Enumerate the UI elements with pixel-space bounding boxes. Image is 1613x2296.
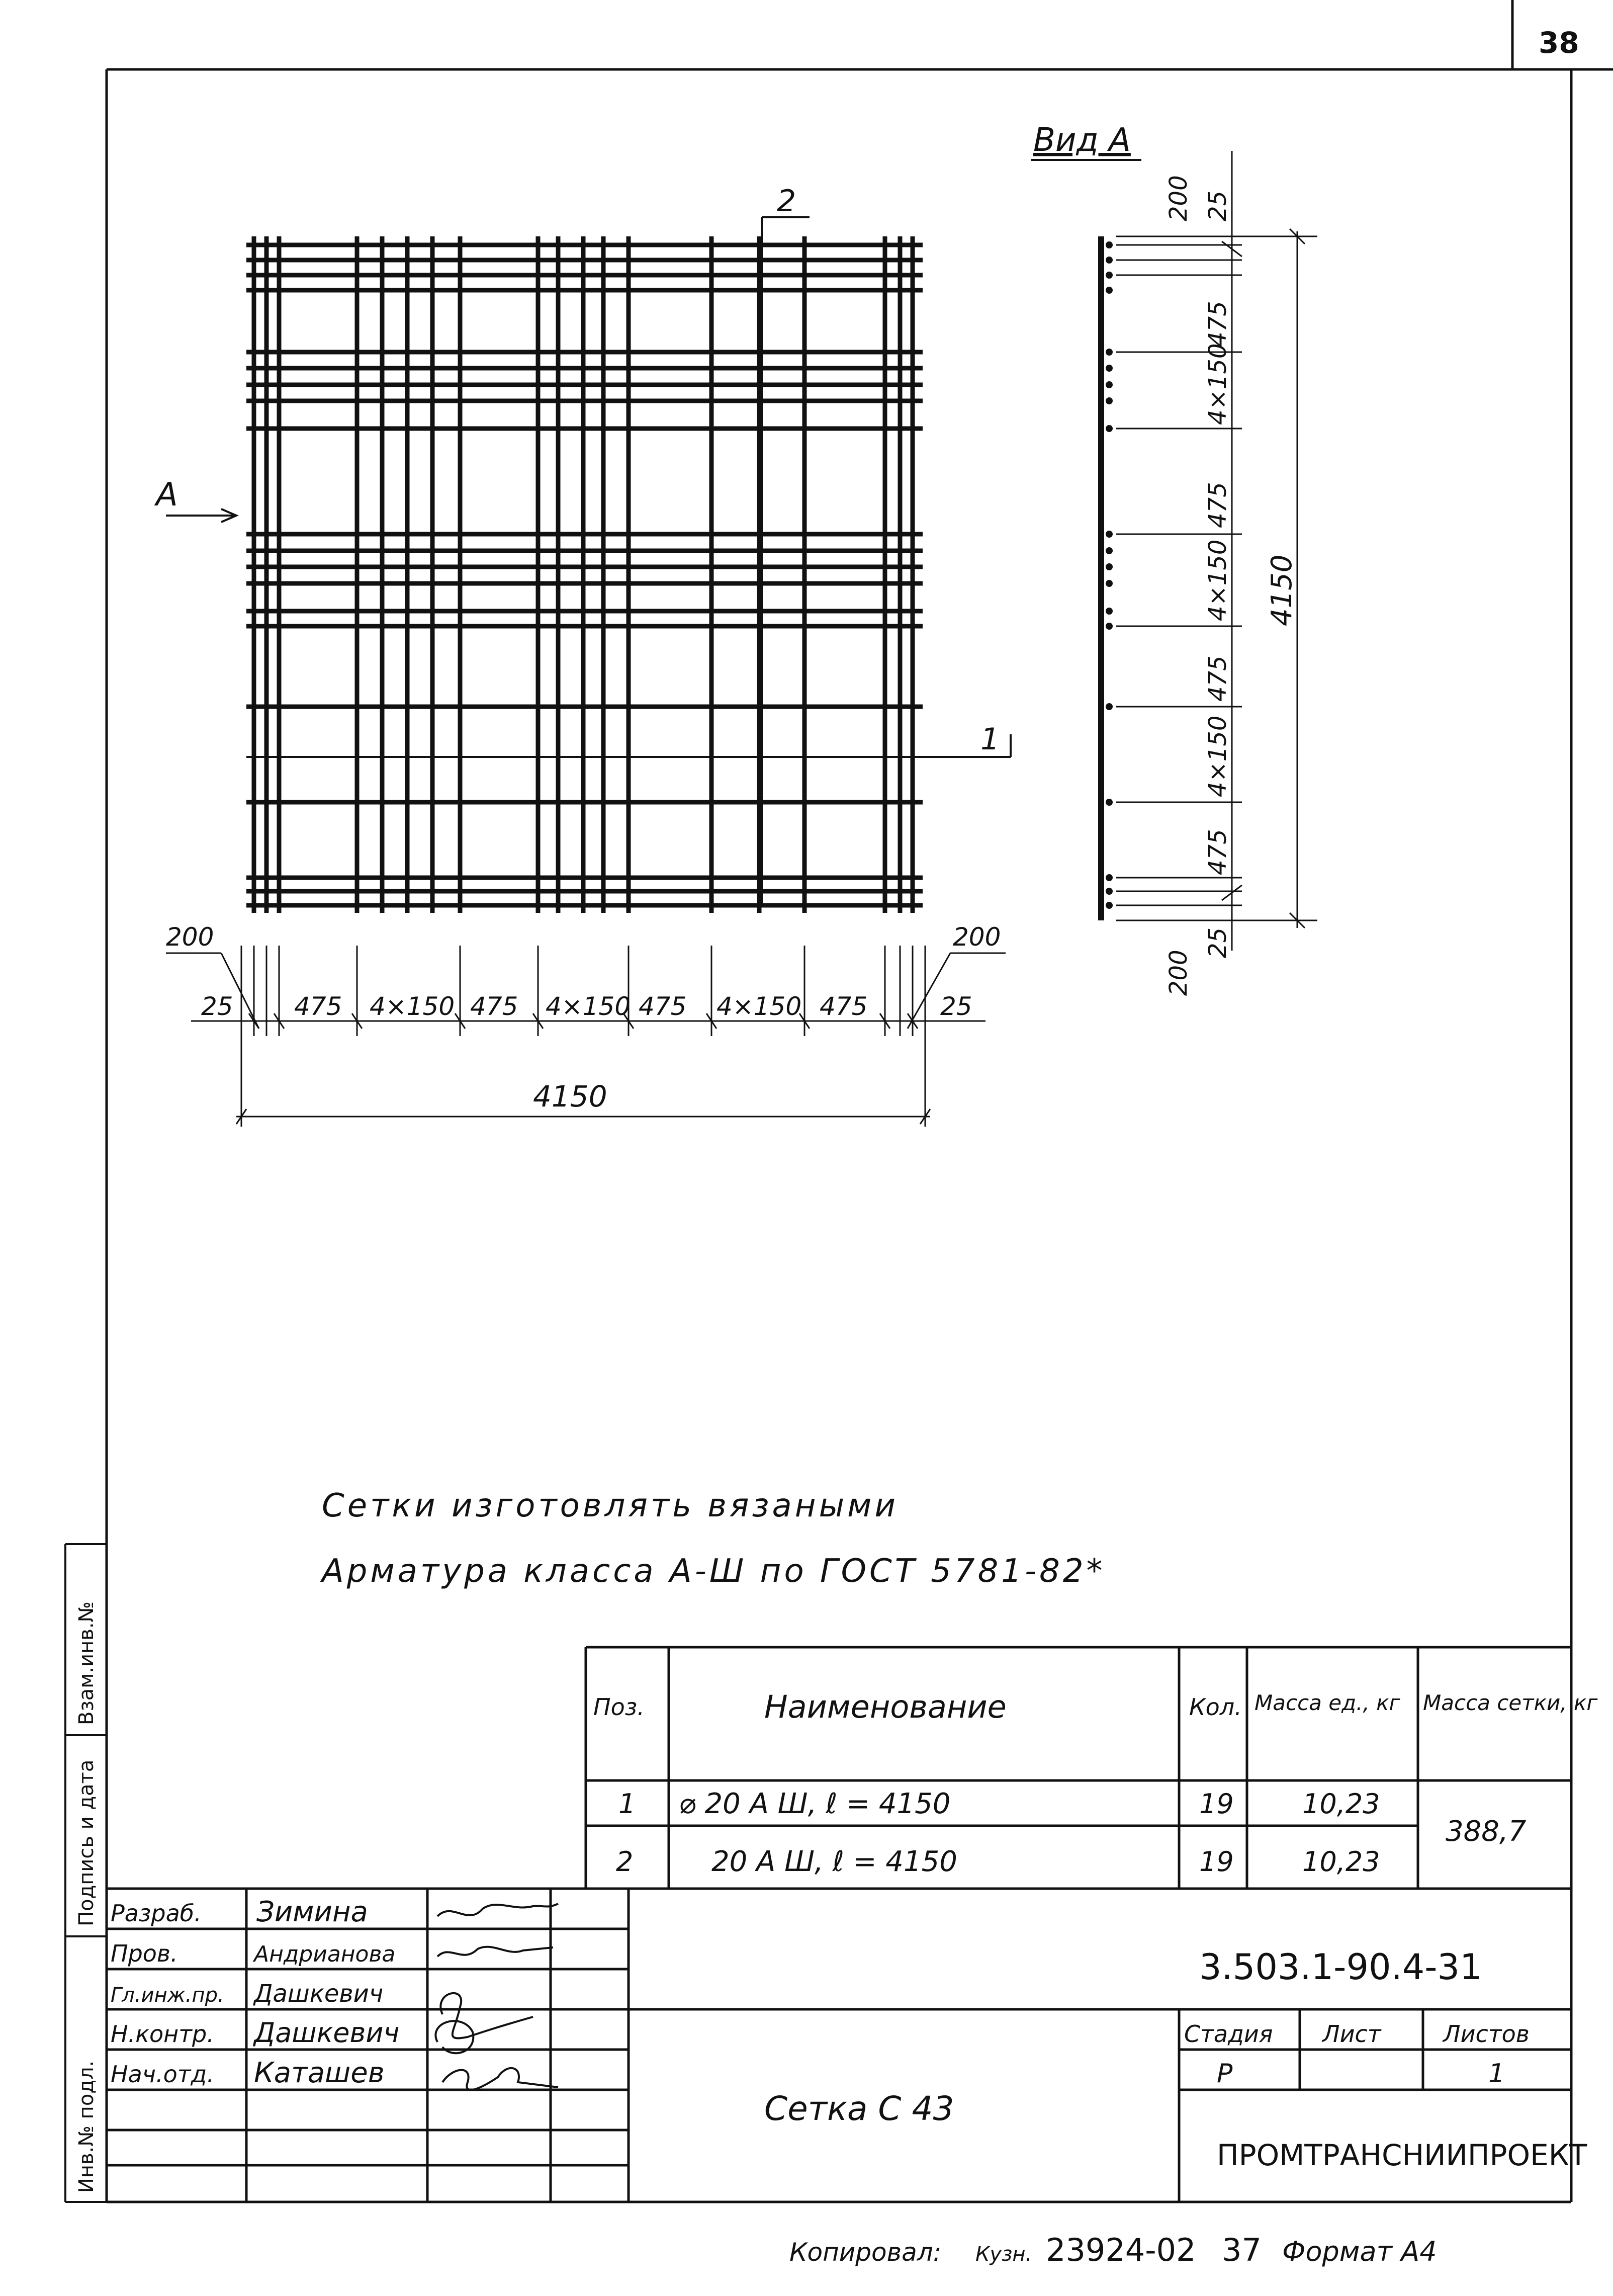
role-label: Пров. (111, 1940, 178, 1967)
plan-dim-seg: 475 (820, 992, 868, 1021)
side-dim-seg: 4×150 (1204, 539, 1232, 621)
plan-dim-seg: 4×150 (546, 992, 631, 1021)
title-block-roles (111, 1896, 399, 2089)
spec-row-qty: 19 (1199, 1788, 1234, 1820)
view-arrow-label: А (156, 476, 178, 514)
role-name: Дашкевич (254, 2017, 400, 2049)
spec-header-unit-mass: Масса ед., кг (1254, 1690, 1400, 1715)
footer-page: 37 (1222, 2232, 1262, 2268)
role-label: Разраб. (111, 1900, 202, 1927)
role-name: Каташев (254, 2057, 385, 2089)
side-stamp-sign: Подпись и дата (75, 1759, 98, 1926)
note-line-1: Сетки изготовлять вязаными (322, 1487, 899, 1524)
section-1-label: 1 (980, 722, 1000, 757)
document-code: 3.503.1-90.4-31 (1199, 1946, 1482, 1988)
page-number: 38 (1539, 26, 1579, 60)
role-label: Нач.отд. (111, 2061, 214, 2088)
role-name: Дашкевич (254, 1980, 384, 2008)
spec-row-name: ⌀ 20 А Ш, ℓ = 4150 (679, 1788, 951, 1820)
side-dim-seg: 475 (1204, 655, 1232, 702)
side-dim-seg: 475 (1204, 482, 1232, 528)
plan-dim-200-left: 200 (166, 922, 214, 952)
organization: ПРОМТРАНСНИИПРОЕКТ (1217, 2138, 1587, 2172)
spec-mesh-mass: 388,7 (1446, 1815, 1527, 1848)
role-name: Зимина (256, 1896, 368, 1928)
spec-row-unit-mass: 10,23 (1302, 1846, 1380, 1878)
signatures (435, 1904, 558, 2090)
spec-row-qty: 19 (1199, 1846, 1234, 1878)
side-dim-seg: 475 (1204, 301, 1232, 347)
sheet-header: Лист (1322, 2020, 1381, 2048)
side-dim-200-bottom: 200 (1164, 950, 1193, 996)
spec-header-name: Наименование (764, 1688, 1007, 1725)
spec-header-pos: Поз. (593, 1693, 645, 1721)
side-dim-200-top: 200 (1164, 175, 1193, 221)
spec-header-qty: Кол. (1189, 1693, 1242, 1721)
role-label: Гл.инж.пр. (111, 1984, 224, 2007)
sheets-header: Листов (1443, 2020, 1530, 2048)
plan-dim-seg: 475 (470, 992, 518, 1021)
view-a-title: Вид А (1033, 122, 1131, 159)
note-line-2: Арматура класса А-Ш по ГОСТ 5781-82* (322, 1553, 1106, 1590)
sheets-value: 1 (1488, 2059, 1505, 2089)
role-label: Н.контр. (111, 2020, 214, 2048)
drawing-title: Сетка С 43 (764, 2089, 954, 2128)
side-dim-seg: 475 (1204, 829, 1232, 875)
spec-header-mesh-mass: Масса сетки, кг (1423, 1690, 1598, 1715)
footer-copied: Копировал: (789, 2238, 942, 2267)
spec-row-pos: 2 (616, 1846, 634, 1878)
section-2-label: 2 (777, 184, 796, 219)
spec-row-1 (618, 1788, 1380, 1820)
plan-dim-200-right: 200 (953, 922, 1001, 952)
footer-order: 23924-02 (1046, 2232, 1196, 2268)
side-stamp-replace: Взам.инв.№ (75, 1601, 98, 1725)
spec-row-2 (616, 1845, 1380, 1878)
plan-dimension-labels (166, 922, 1001, 1114)
side-dim-25-bottom: 25 (1204, 927, 1232, 958)
spec-row-pos: 1 (618, 1788, 636, 1820)
side-view-bars (1101, 236, 1113, 920)
plan-dim-seg: 4×150 (370, 992, 455, 1021)
plan-dim-total: 4150 (533, 1079, 607, 1114)
side-dim-seg: 4×150 (1204, 715, 1232, 797)
spec-row-unit-mass: 10,23 (1302, 1788, 1380, 1820)
role-name: Андрианова (254, 1941, 396, 1967)
plan-dim-seg: 475 (639, 992, 687, 1021)
footer-format: Формат А4 (1282, 2236, 1437, 2267)
plan-dim-seg: 25 (940, 992, 972, 1021)
side-dim-25-top: 25 (1204, 190, 1232, 221)
plan-dim-seg: 4×150 (716, 992, 802, 1021)
footer (789, 2232, 1437, 2268)
plan-dim-seg: 475 (294, 992, 342, 1021)
footer-copied-initials: Кузн. (975, 2243, 1032, 2266)
mesh-plan (246, 236, 923, 913)
side-dim-seg: 4×150 (1204, 343, 1232, 425)
spec-row-name: 20 А Ш, ℓ = 4150 (711, 1845, 957, 1878)
side-stamp-inv: Инв.№ подл. (75, 2060, 98, 2193)
stage-header: Стадия (1184, 2020, 1273, 2048)
stage-value: Р (1217, 2059, 1233, 2089)
side-dim-total: 4150 (1266, 554, 1298, 626)
plan-dim-seg: 25 (201, 992, 233, 1021)
